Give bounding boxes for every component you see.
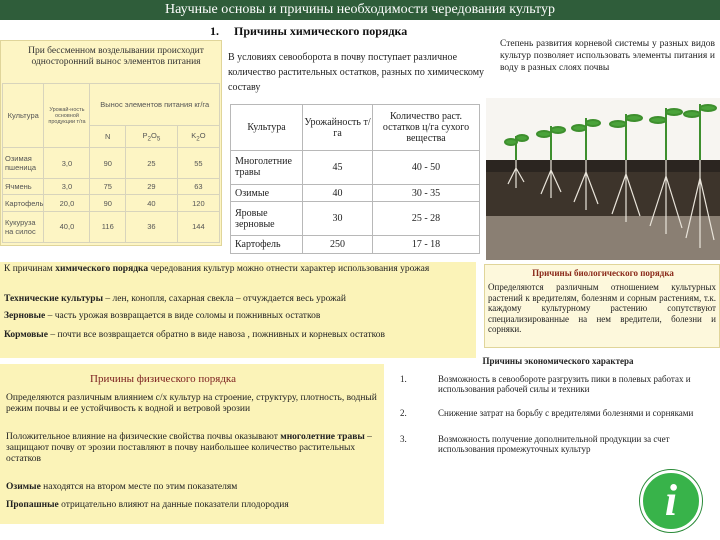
economic-title: Причины экономического характера xyxy=(482,356,634,366)
info-icon[interactable]: i xyxy=(640,470,702,532)
t1-header-removal: Вынос элементов питания кг/га xyxy=(90,84,220,126)
list-item: 3. Возможность получение дополнительной продукции за счет использования промежуточных культур xyxy=(400,434,670,454)
t1-header-p: $P_2O_5$ xyxy=(126,126,178,148)
biological-title: Причины биологического порядка xyxy=(532,268,674,278)
page-title: Научные основы и причины необходимости чередования культур xyxy=(165,2,555,17)
intro-text: При бессменном возделывании происходит односторонний вынос элементов питания xyxy=(28,46,204,67)
root-system-text: Степень развития корневой системы у разных видов культур позволяет использовать элементы питания и воду в разных слоях почвы xyxy=(500,39,715,73)
root-systems-illustration xyxy=(486,98,720,260)
t2-header-residue: Количество раст. остатков ц/га сухого вещества xyxy=(373,105,480,151)
physical-title: Причины физического порядка xyxy=(90,373,236,385)
t1-header-n: N xyxy=(90,126,126,148)
table-row: Картофель 20,0 90 40 120 xyxy=(3,195,220,211)
grain-crops-text: Зерновые – часть урожая возвращается в виде соломы и пожнивных остатков xyxy=(4,311,321,321)
list-item: 1. Возможность в севообороте разгрузить пики в полевых работах и использования рабочей силы и техники xyxy=(400,374,691,394)
t2-header-crop: Культура xyxy=(231,105,303,151)
chemical-summary-text: К причинам химического порядка чередования культур можно отнести характер использования урожая xyxy=(4,264,430,274)
table-row: Яровые зерновые 30 25 - 28 xyxy=(231,202,480,236)
table-row: Многолетние травы 45 40 - 50 xyxy=(231,151,480,185)
list-item: 2. Снижение затрат на борьбу с вредителями болезнями и сорняками xyxy=(400,408,694,418)
chemical-summary-panel xyxy=(0,262,476,358)
physical-text-2: Положительное влияние на физические свойства почвы оказывают многолетние травы – защищают почву от эрозии поставляют в почву наибольшее количество растительных остатков xyxy=(6,432,372,464)
table-row: Картофель 250 17 - 18 xyxy=(231,236,480,254)
table-row: Озимая пшеница 3,0 90 25 55 xyxy=(3,148,220,179)
residue-table xyxy=(230,104,480,254)
t1-header-k: $K_2O$ xyxy=(177,126,219,148)
nutrient-removal-table xyxy=(2,83,220,243)
residue-intro-text: В условиях севооборота в почву поступает различное количество растительных остатков, разных по химическому составу xyxy=(228,52,485,93)
fodder-crops-text: Кормовые – почти все возвращается обратно в виде навоза , пожнивных и корневых остатков xyxy=(4,330,385,340)
title-bar xyxy=(0,0,720,20)
physical-text-4: Пропашные отрицательно влияют на данные показатели плодородия xyxy=(6,500,289,510)
physical-text-1: Определяются различным влиянием с/х культур на строение, структуру, плотность, водный режим почвы и ее устойчивость к водной и ветровой эрозии xyxy=(6,393,377,414)
table-row: Ячмень 3,0 75 29 63 xyxy=(3,179,220,195)
section-number: 1. xyxy=(210,24,219,38)
t2-header-yield: Урожайность т/га xyxy=(303,105,373,151)
t1-header-crop: Культура xyxy=(3,84,44,148)
section-heading-chemical xyxy=(210,24,407,39)
table-row: Озимые 40 30 - 35 xyxy=(231,184,480,202)
table-row: Кукуруза на силос 40,0 116 36 144 xyxy=(3,211,220,242)
tech-crops-text: Технические культуры – лен, конопля, сахарная свекла – отчуждается весь урожай xyxy=(4,294,346,304)
biological-text: Определяются различным отношением культурных растений к вредителям, болезням и сорным растениям, т.к. каждому культурному растению сопутствуют специализированные на нем вредители, болезни и сорняки. xyxy=(488,282,716,334)
physical-text-3: Озимые находятся на втором месте по этим показателям xyxy=(6,482,238,492)
t1-header-yield: Урожай-ность основной продукции т/га xyxy=(44,84,90,148)
section-title: Причины химического порядка xyxy=(234,24,408,38)
plant-roots-image xyxy=(486,98,720,260)
